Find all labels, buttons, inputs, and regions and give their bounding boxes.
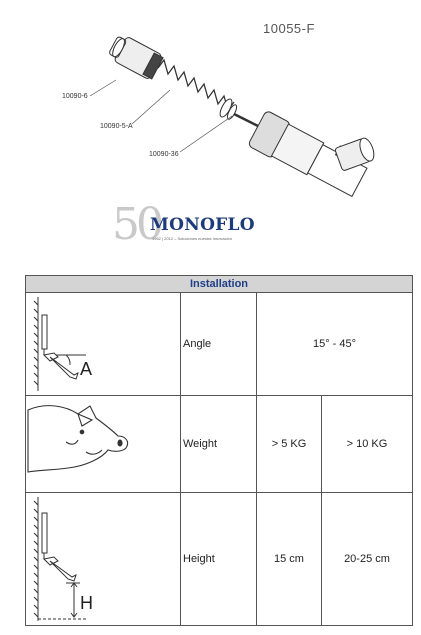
angle-diagram-cell	[26, 293, 181, 396]
angle-value: 15° - 45°	[257, 293, 413, 396]
height-value-1: 15 cm	[257, 493, 322, 626]
angle-diagram-icon	[26, 293, 180, 395]
pig-head-icon	[26, 396, 180, 492]
table-row	[26, 293, 413, 396]
row-label-angle: Angle	[181, 293, 257, 396]
height-diagram-letter: H	[80, 593, 93, 613]
row-label-height: Height	[181, 493, 257, 626]
height-diagram-icon	[26, 493, 180, 625]
table-title: Installation	[26, 276, 413, 293]
monoflo-logo	[112, 199, 255, 253]
product-drawing	[0, 0, 421, 265]
pig-image-cell	[26, 396, 181, 493]
logo-anniversary-number: 50	[112, 199, 160, 250]
row-label-weight: Weight	[181, 396, 257, 493]
installation-table	[25, 275, 413, 626]
weight-value-1: > 5 KG	[257, 396, 322, 493]
part-code: 10055-F	[263, 21, 315, 36]
callout-body: 10090-36	[149, 151, 179, 158]
callout-end-cap: 10090-6	[62, 93, 88, 100]
table-row	[26, 493, 413, 626]
callout-spring: 10090-5-A	[100, 123, 133, 130]
height-diagram-cell	[26, 493, 181, 626]
height-value-2: 20-25 cm	[322, 493, 413, 626]
angle-diagram-letter: A	[80, 359, 93, 379]
table-row	[26, 396, 413, 493]
logo-wordmark: MONOFLO	[150, 215, 255, 235]
weight-value-2: > 10 KG	[322, 396, 413, 493]
logo-tagline: 1962 | 2012 – Soluciones nuestra Innovación	[152, 236, 232, 241]
